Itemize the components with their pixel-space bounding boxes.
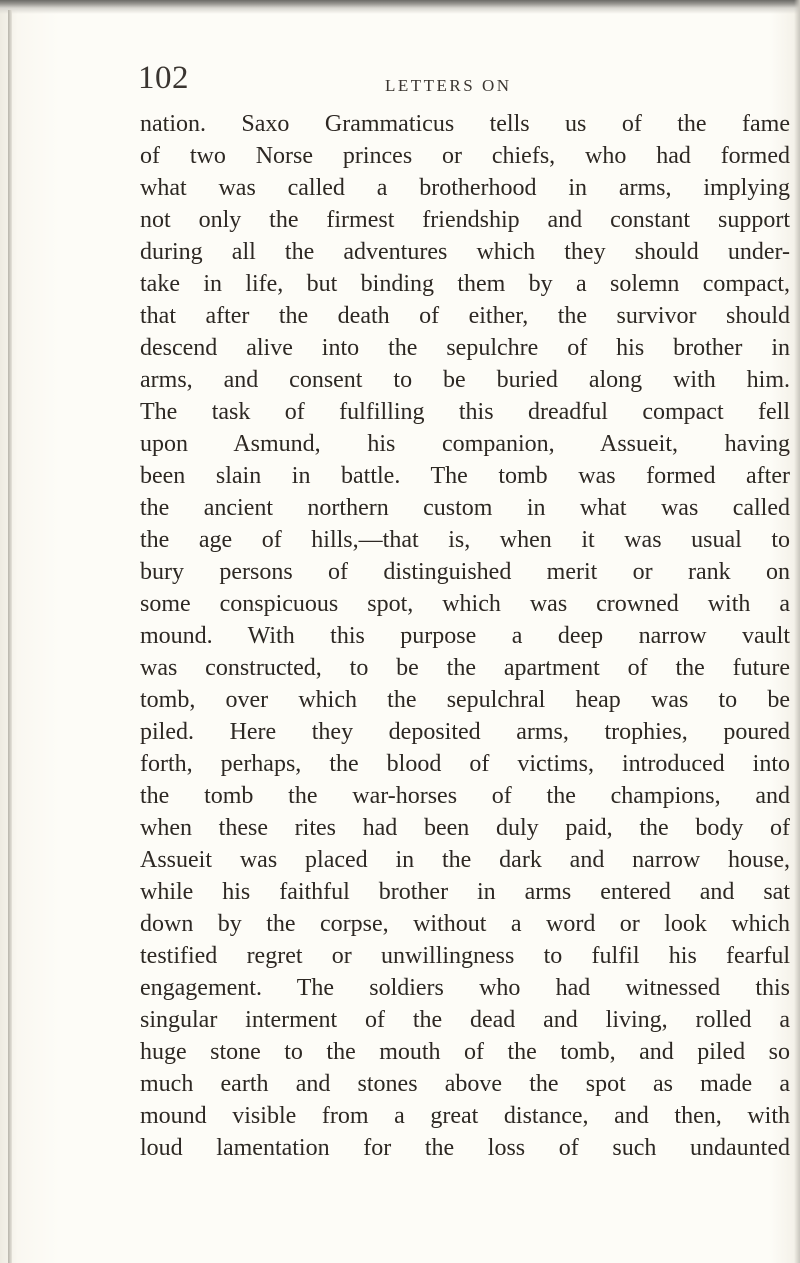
text-line: arms, and consent to be buried along with him. xyxy=(140,367,790,393)
text-line: some conspicuous spot, which was crowned with a xyxy=(140,591,790,617)
text-line: singular interment of the dead and living, rolled a xyxy=(140,1007,790,1033)
page-binding-edge xyxy=(8,10,12,1263)
text-line: the ancient northern custom in what was called xyxy=(140,495,790,521)
text-line: the tomb the war-horses of the champions, and xyxy=(140,783,790,809)
text-line: mound visible from a great distance, and then, with xyxy=(140,1103,790,1129)
text-line: testified regret or unwillingness to fulfil his fearful xyxy=(140,943,790,969)
text-line: while his faithful brother in arms entered and sat xyxy=(140,879,790,905)
text-line: upon Asmund, his companion, Assueit, having xyxy=(140,431,790,457)
text-line: mound. With this purpose a deep narrow vault xyxy=(140,623,790,649)
text-line: Assueit was placed in the dark and narrow house, xyxy=(140,847,790,873)
text-line: been slain in battle. The tomb was formed after xyxy=(140,463,790,489)
text-line: not only the firmest friendship and constant support xyxy=(140,207,790,233)
text-line: bury persons of distinguished merit or rank on xyxy=(140,559,790,585)
text-line: what was called a brotherhood in arms, implying xyxy=(140,175,790,201)
text-line: huge stone to the mouth of the tomb, and piled so xyxy=(140,1039,790,1065)
body-text xyxy=(140,108,790,1164)
page-right-edge xyxy=(794,0,800,1263)
text-line: take in life, but binding them by a solemn compact, xyxy=(140,271,790,297)
text-line: descend alive into the sepulchre of his brother in xyxy=(140,335,790,361)
text-line: was constructed, to be the apartment of the future xyxy=(140,655,790,681)
text-line: the age of hills,—that is, when it was usual to xyxy=(140,527,790,553)
text-line: that after the death of either, the survivor should xyxy=(140,303,790,329)
text-line: much earth and stones above the spot as made a xyxy=(140,1071,790,1097)
text-line: of two Norse princes or chiefs, who had formed xyxy=(140,143,790,169)
text-line: The task of fulfilling this dreadful compact fell xyxy=(140,399,790,425)
text-line: during all the adventures which they should under- xyxy=(140,239,790,265)
text-line: down by the corpse, without a word or look which xyxy=(140,911,790,937)
page-header xyxy=(0,0,800,110)
text-line: nation. Saxo Grammaticus tells us of the fame xyxy=(140,111,790,137)
text-line: loud lamentation for the loss of such undaunted xyxy=(140,1135,790,1161)
running-head: LETTERS ON xyxy=(385,76,512,95)
text-line: when these rites had been duly paid, the body of xyxy=(140,815,790,841)
page-number: 102 xyxy=(138,60,189,96)
text-line: piled. Here they deposited arms, trophies, poured xyxy=(140,719,790,745)
text-line: tomb, over which the sepulchral heap was to be xyxy=(140,687,790,713)
text-line: forth, perhaps, the blood of victims, introduced into xyxy=(140,751,790,777)
text-line: engagement. The soldiers who had witnessed this xyxy=(140,975,790,1001)
